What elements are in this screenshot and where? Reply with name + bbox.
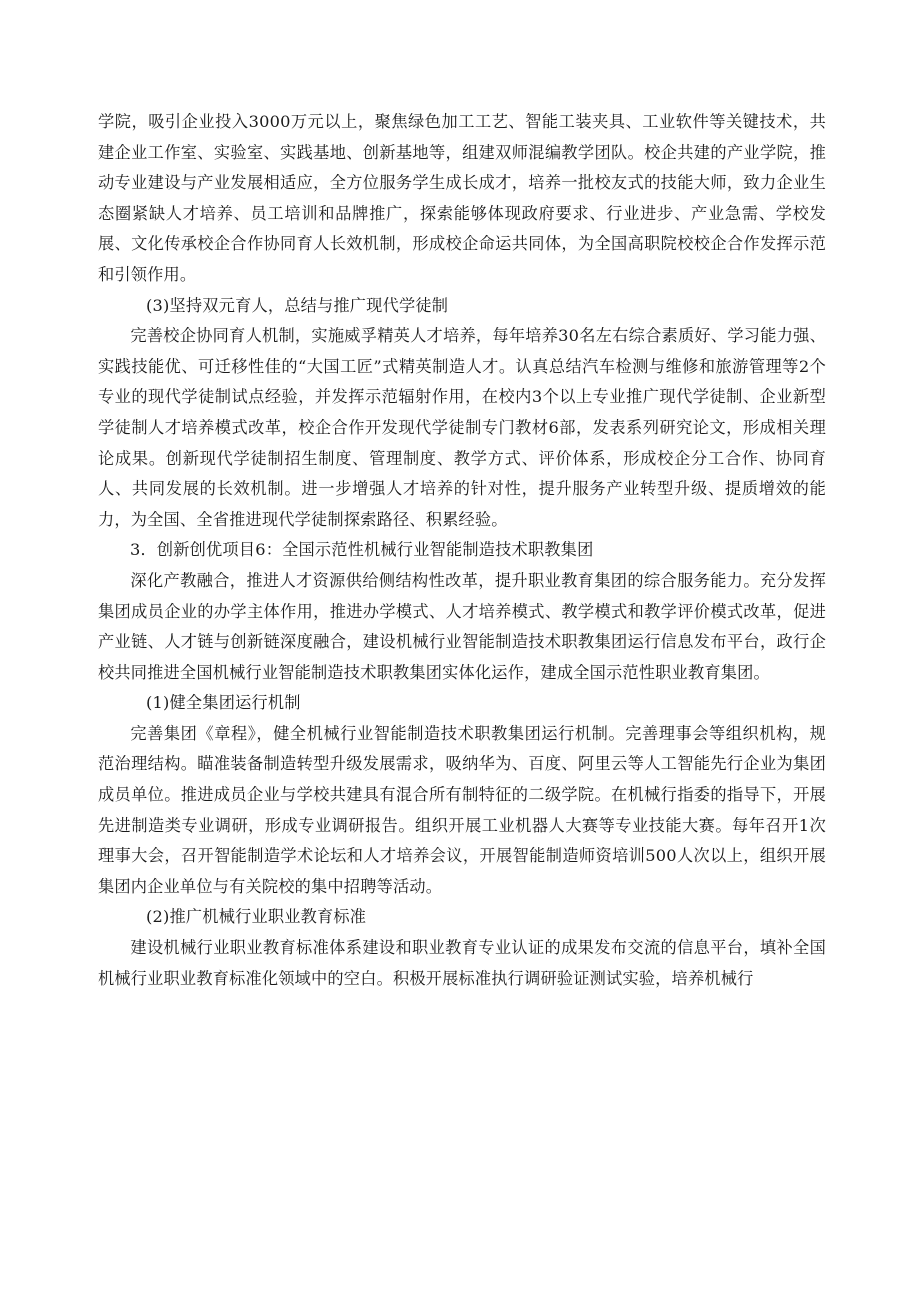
paragraph-continued: 学院，吸引企业投入3000万元以上，聚焦绿色加工工艺、智能工装夹具、工业软件等关键技术，共建企业工作室、实验室、实践基地、创新基地等，组建双师混编教学团队。校企共建的产业学院，推动专业建设与产业发展相适应，全方位服务学生成长成才，培养一批校友式的技能大师，致力企业生态圈紧缺人才培养、员工培训和品牌推广，探索能够体现政府要求、行业进步、产业急需、学校发展、文化传承校企合作协同育人长效机制，形成校企命运共同体，为全国高职院校校企合作发挥示范和引领作用。 <box>98 112 826 284</box>
paragraph-apprenticeship: 完善校企协同育人机制，实施威孚精英人才培养，每年培养30名左右综合素质好、学习能力强、实践技能优、可迁移性佳的“大国工匠”式精英制造人才。认真总结汽车检测与维修和旅游管理等2个专业的现代学徒制试点经验，并发挥示范辐射作用，在校内3个以上专业推广现代学徒制、企业新型学徒制人才培养模式改革，校企合作开发现代学徒制专门教材6部，发表系列研究论文，形成相关理论成果。创新现代学徒制招生制度、管理制度、教学方式、评价体系，形成校企分工合作、协同育人、共同发展的长效机制。进一步增强人才培养的针对性，提升服务产业转型升级、提质增效的能力，为全国、全省推进现代学徒制探索路径、积累经验。 <box>98 326 826 529</box>
paragraph-standards: 建设机械行业职业教育标准体系建设和职业教育专业认证的成果发布交流的信息平台，填补全国机械行业职业教育标准化领域中的空白。积极开展标准执行调研验证测试实验，培养机械行 <box>98 938 826 988</box>
document-page <box>98 107 826 994</box>
section-heading-project-6: 3．创新创优项目6：全国示范性机械行业智能制造技术职教集团 <box>130 540 594 560</box>
paragraph-group-mechanism: 完善集团《章程》，健全机械行业智能制造技术职教集团运行机制。完善理事会等组织机构，规范治理结构。瞄准装备制造转型升级发展需求，吸纳华为、百度、阿里云等人工智能先行企业为集团成员单位。推进成员企业与学校共建具有混合所有制特征的二级学院。在机械行指委的指导下，开展先进制造类专业调研，形成专业调研报告。组织开展工业机器人大赛等专业技能大赛。每年召开1次理事大会，召开智能制造学术论坛和人才培养会议，开展智能制造师资培训500人次以上，组织开展集团内企业单位与有关院校的集中招聘等活动。 <box>98 723 826 896</box>
sub-heading-standards: (2)推广机械行业职业教育标准 <box>146 907 367 927</box>
sub-heading-group-mechanism: (1)健全集团运行机制 <box>146 693 301 713</box>
paragraph-industry-education: 深化产教融合，推进人才资源供给侧结构性改革，提升职业教育集团的综合服务能力。充分发挥集团成员企业的办学主体作用，推进办学模式、人才培养模式、教学模式和教学评价模式改革，促进产业链、人才链与创新链深度融合，建设机械行业智能制造技术职教集团运行信息发布平台，政行企校共同推进全国机械行业智能制造技术职教集团实体化运作，建成全国示范性职业教育集团。 <box>98 570 826 682</box>
sub-heading-dual-education: (3)坚持双元育人，总结与推广现代学徒制 <box>146 295 449 315</box>
